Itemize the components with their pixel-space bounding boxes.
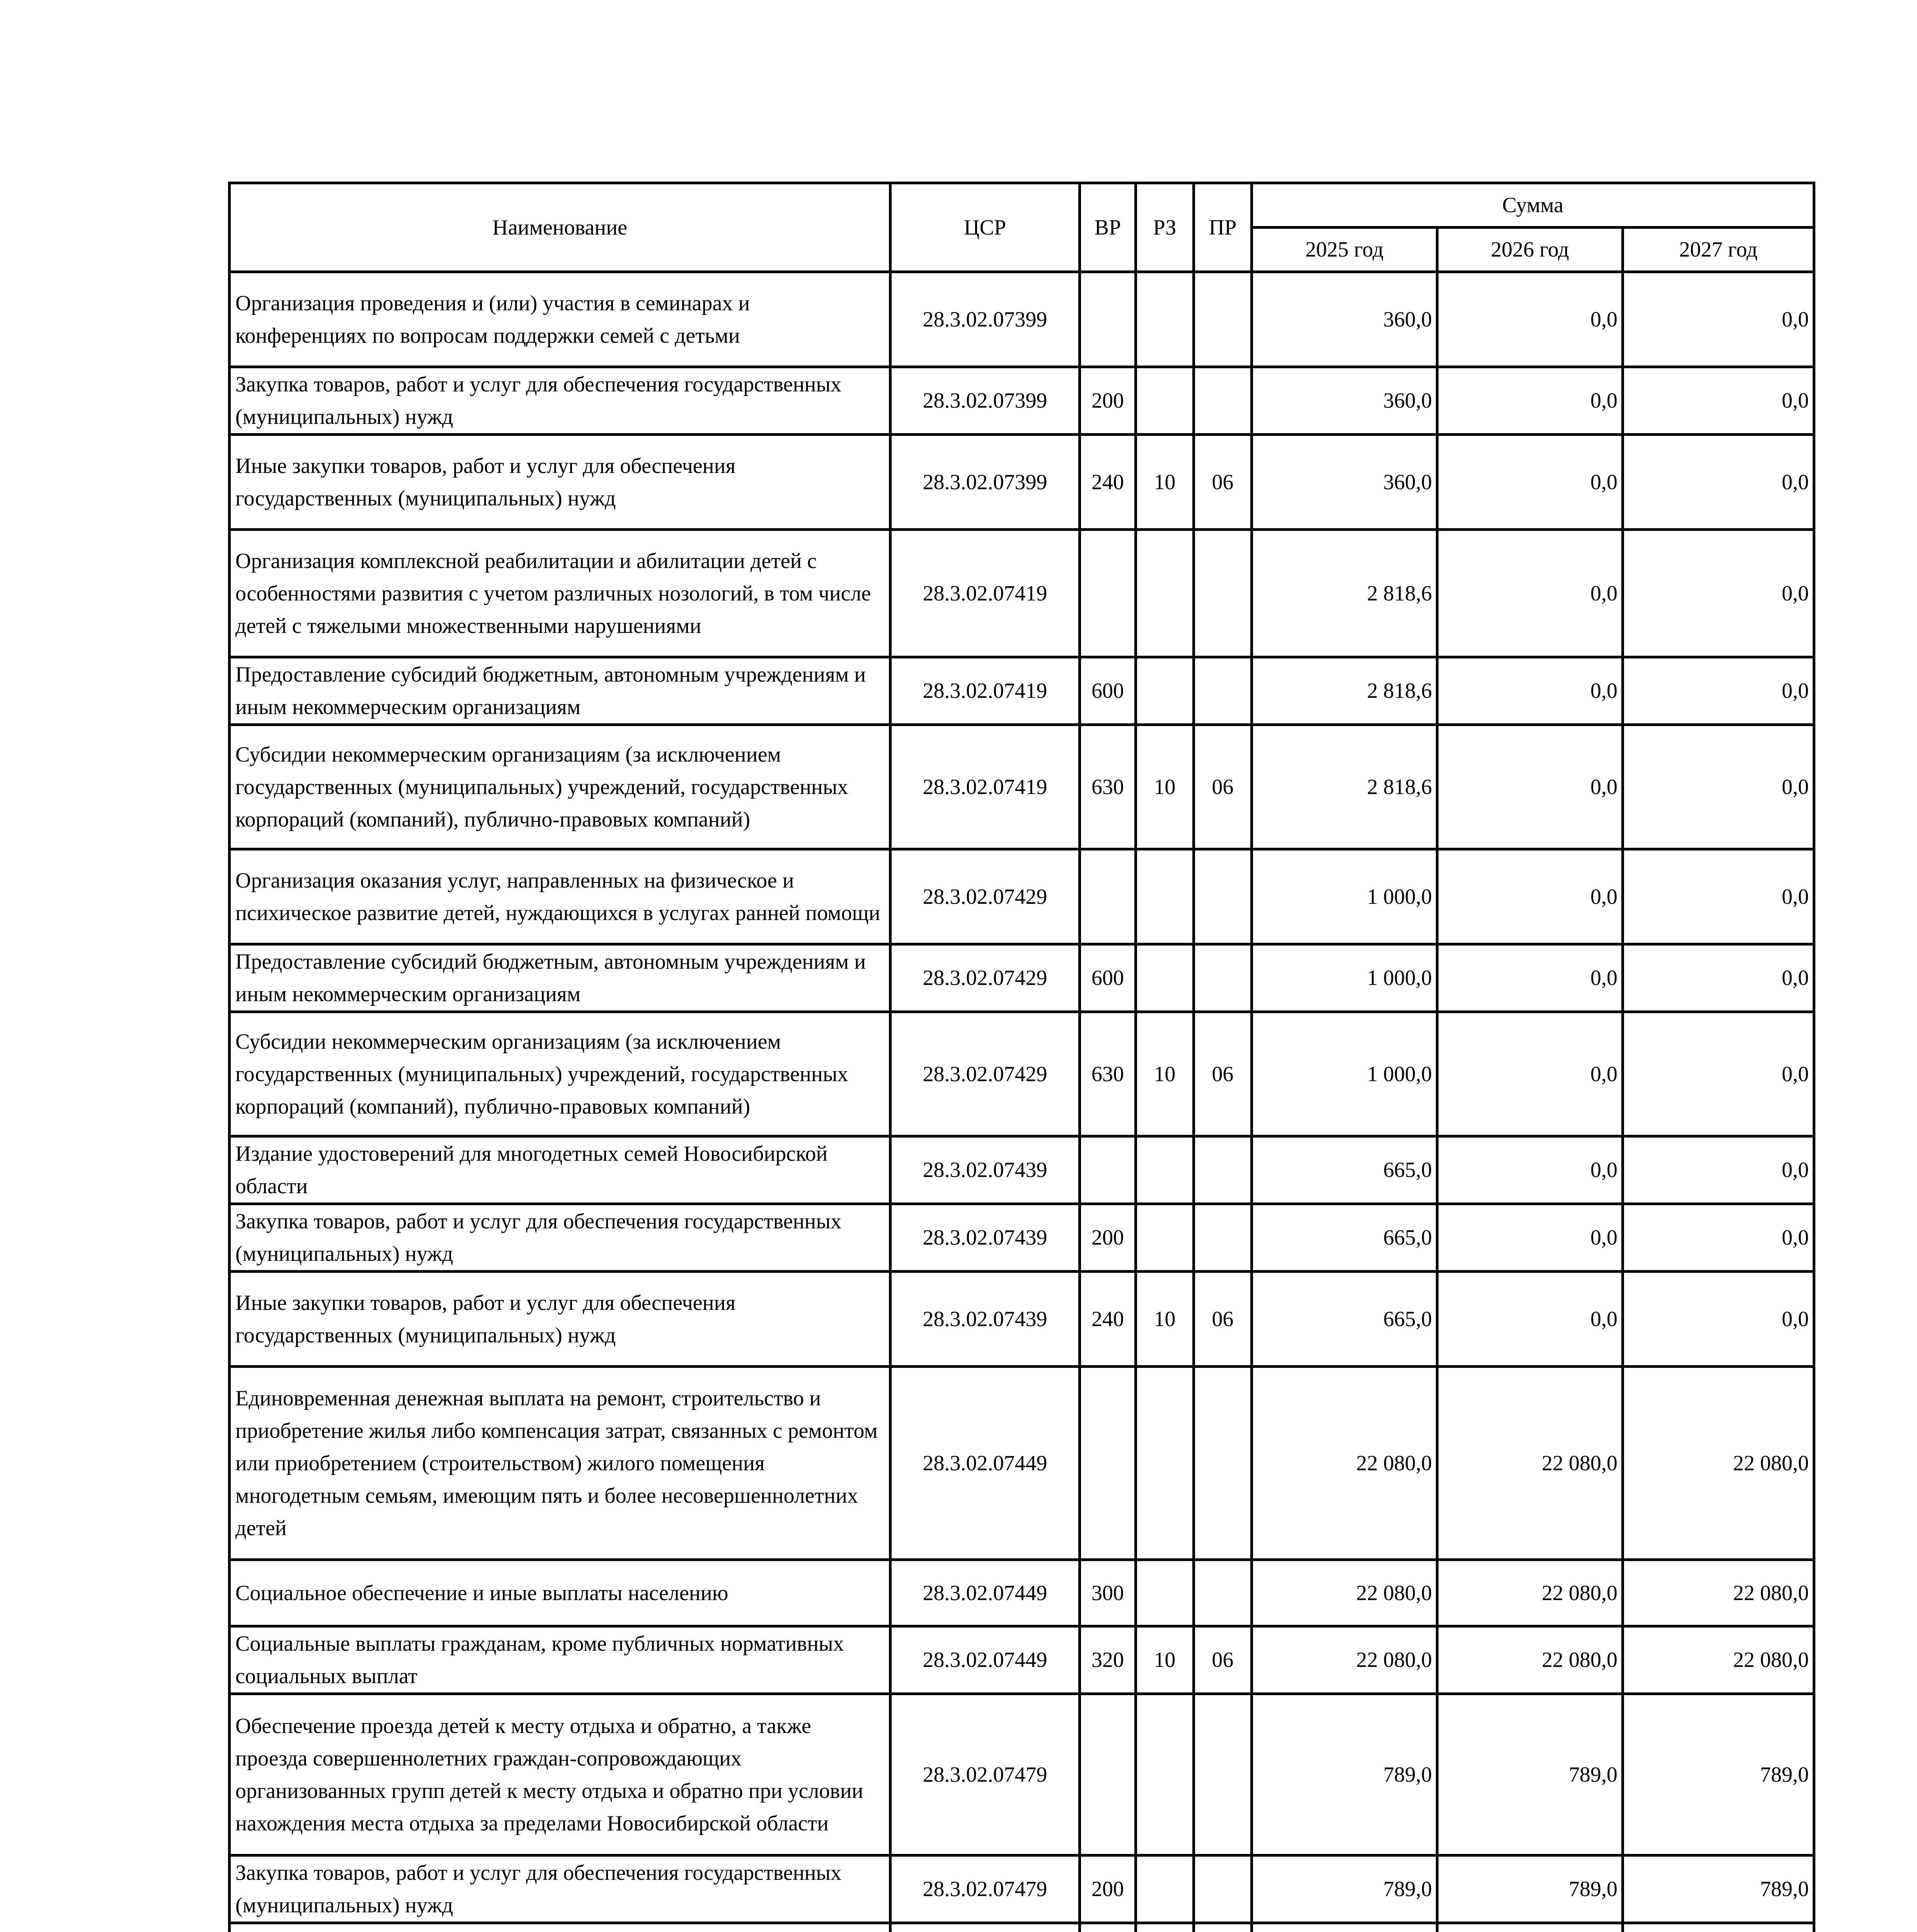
row-pr: 06 bbox=[1194, 435, 1252, 530]
row-rz bbox=[1136, 1855, 1194, 1923]
row-rz bbox=[1136, 1560, 1194, 1626]
row-sum-2027: 22 080,0 bbox=[1623, 1367, 1814, 1560]
row-vr bbox=[1080, 1136, 1136, 1204]
row-sum-2027 bbox=[1623, 1923, 1814, 1932]
row-sum-2026: 0,0 bbox=[1437, 1136, 1623, 1204]
row-sum-2027: 22 080,0 bbox=[1623, 1626, 1814, 1694]
row-rz bbox=[1136, 1694, 1194, 1855]
row-csr: 28.3.02.07399 bbox=[890, 435, 1080, 530]
row-csr: 28.3.02.07419 bbox=[890, 530, 1080, 657]
row-pr bbox=[1194, 657, 1252, 725]
row-vr bbox=[1080, 1694, 1136, 1855]
row-sum-2027: 0,0 bbox=[1623, 1012, 1814, 1136]
row-vr: 200 bbox=[1080, 1855, 1136, 1923]
row-sum-2026: 22 080,0 bbox=[1437, 1367, 1623, 1560]
row-vr: 200 bbox=[1080, 367, 1136, 435]
row-sum-2025: 1 000,0 bbox=[1252, 944, 1437, 1012]
row-vr: 630 bbox=[1080, 725, 1136, 849]
row-pr bbox=[1194, 944, 1252, 1012]
header-sum: Сумма bbox=[1252, 183, 1814, 228]
row-rz: 10 bbox=[1136, 725, 1194, 849]
row-name: Социальное обеспечение и иные выплаты населению bbox=[230, 1560, 890, 1626]
row-pr bbox=[1194, 849, 1252, 944]
row-name bbox=[230, 1923, 890, 1932]
row-sum-2027: 0,0 bbox=[1623, 1204, 1814, 1272]
row-vr bbox=[1080, 530, 1136, 657]
row-sum-2027: 0,0 bbox=[1623, 530, 1814, 657]
row-rz bbox=[1136, 1367, 1194, 1560]
row-sum-2025: 789,0 bbox=[1252, 1694, 1437, 1855]
row-csr: 28.3.02.07429 bbox=[890, 1012, 1080, 1136]
row-pr bbox=[1194, 530, 1252, 657]
table-row bbox=[230, 1626, 1814, 1694]
row-name: Предоставление субсидий бюджетным, автономным учреждениям и иным некоммерческим организациям bbox=[230, 657, 890, 725]
row-vr: 600 bbox=[1080, 657, 1136, 725]
table-row bbox=[230, 944, 1814, 1012]
row-sum-2026: 22 080,0 bbox=[1437, 1626, 1623, 1694]
row-vr: 320 bbox=[1080, 1626, 1136, 1694]
row-vr: 630 bbox=[1080, 1012, 1136, 1136]
row-csr: 28.3.02.07399 bbox=[890, 272, 1080, 367]
row-sum-2026: 0,0 bbox=[1437, 849, 1623, 944]
header-2025: 2025 год bbox=[1252, 228, 1437, 272]
row-sum-2025: 789,0 bbox=[1252, 1855, 1437, 1923]
row-csr bbox=[890, 1923, 1080, 1932]
row-rz: 10 bbox=[1136, 1626, 1194, 1694]
row-vr: 600 bbox=[1080, 944, 1136, 1012]
row-vr: 200 bbox=[1080, 1204, 1136, 1272]
table-row bbox=[230, 1923, 1814, 1932]
row-sum-2025: 22 080,0 bbox=[1252, 1367, 1437, 1560]
header-vr: ВР bbox=[1080, 183, 1136, 272]
row-vr: 300 bbox=[1080, 1560, 1136, 1626]
row-sum-2026: 0,0 bbox=[1437, 272, 1623, 367]
row-rz bbox=[1136, 367, 1194, 435]
table-row bbox=[230, 367, 1814, 435]
row-csr: 28.3.02.07439 bbox=[890, 1136, 1080, 1204]
row-sum-2027: 0,0 bbox=[1623, 725, 1814, 849]
row-sum-2025: 1 000,0 bbox=[1252, 1012, 1437, 1136]
row-rz bbox=[1136, 849, 1194, 944]
row-pr bbox=[1194, 272, 1252, 367]
row-pr bbox=[1194, 1855, 1252, 1923]
row-sum-2025: 360,0 bbox=[1252, 435, 1437, 530]
row-name: Иные закупки товаров, работ и услуг для обеспечения государственных (муниципальных) нужд bbox=[230, 1272, 890, 1367]
row-sum-2026: 0,0 bbox=[1437, 367, 1623, 435]
row-rz bbox=[1136, 1136, 1194, 1204]
row-csr: 28.3.02.07439 bbox=[890, 1272, 1080, 1367]
row-pr bbox=[1194, 367, 1252, 435]
table-row bbox=[230, 849, 1814, 944]
row-pr: 06 bbox=[1194, 725, 1252, 849]
row-sum-2026: 0,0 bbox=[1437, 1012, 1623, 1136]
row-name: Закупка товаров, работ и услуг для обеспечения государственных (муниципальных) нужд bbox=[230, 1204, 890, 1272]
row-name: Издание удостоверений для многодетных семей Новосибирской области bbox=[230, 1136, 890, 1204]
row-pr: 06 bbox=[1194, 1012, 1252, 1136]
row-sum-2027: 22 080,0 bbox=[1623, 1560, 1814, 1626]
row-rz bbox=[1136, 944, 1194, 1012]
row-name: Организация комплексной реабилитации и абилитации детей с особенностями развития с учетом различных нозологий, в том числе детей с тяжелыми множественными нарушениями bbox=[230, 530, 890, 657]
row-sum-2027: 0,0 bbox=[1623, 367, 1814, 435]
row-name: Иные закупки товаров, работ и услуг для обеспечения государственных (муниципальных) нужд bbox=[230, 435, 890, 530]
row-rz bbox=[1136, 530, 1194, 657]
header-rz: РЗ bbox=[1136, 183, 1194, 272]
table-row bbox=[230, 725, 1814, 849]
row-sum-2025: 360,0 bbox=[1252, 272, 1437, 367]
row-sum-2027: 0,0 bbox=[1623, 1272, 1814, 1367]
header-pr: ПР bbox=[1194, 183, 1252, 272]
table-row bbox=[230, 1560, 1814, 1626]
row-sum-2025: 360,0 bbox=[1252, 367, 1437, 435]
row-rz bbox=[1136, 1204, 1194, 1272]
row-sum-2026: 22 080,0 bbox=[1437, 1560, 1623, 1626]
row-sum-2027: 0,0 bbox=[1623, 657, 1814, 725]
row-name: Единовременная денежная выплата на ремонт, строительство и приобретение жилья либо компенсация затрат, связанных с ремонтом или приобретением (строительством) жилого помещения многодетным семьям, имеющим пять и более несовершеннолетних детей bbox=[230, 1367, 890, 1560]
header-2027: 2027 год bbox=[1623, 228, 1814, 272]
row-sum-2027: 0,0 bbox=[1623, 944, 1814, 1012]
row-name: Закупка товаров, работ и услуг для обеспечения государственных (муниципальных) нужд bbox=[230, 1855, 890, 1923]
row-sum-2026: 0,0 bbox=[1437, 1204, 1623, 1272]
row-sum-2026: 0,0 bbox=[1437, 435, 1623, 530]
row-sum-2026: 0,0 bbox=[1437, 530, 1623, 657]
row-sum-2025: 1 000,0 bbox=[1252, 849, 1437, 944]
row-csr: 28.3.02.07419 bbox=[890, 725, 1080, 849]
row-pr bbox=[1194, 1204, 1252, 1272]
row-sum-2026 bbox=[1437, 1923, 1623, 1932]
row-pr bbox=[1194, 1136, 1252, 1204]
row-sum-2026: 0,0 bbox=[1437, 944, 1623, 1012]
row-pr: 06 bbox=[1194, 1272, 1252, 1367]
row-sum-2025: 2 818,6 bbox=[1252, 725, 1437, 849]
row-name: Предоставление субсидий бюджетным, автономным учреждениям и иным некоммерческим организациям bbox=[230, 944, 890, 1012]
table-row bbox=[230, 657, 1814, 725]
row-name: Обеспечение проезда детей к месту отдыха и обратно, а также проезда совершеннолетних граждан-сопровождающих организованных групп детей к месту отдыха и обратно при условии нахождения места отдыха за пределами Новосибирской области bbox=[230, 1694, 890, 1855]
row-rz: 10 bbox=[1136, 435, 1194, 530]
row-csr: 28.3.02.07419 bbox=[890, 657, 1080, 725]
row-sum-2027: 0,0 bbox=[1623, 849, 1814, 944]
row-sum-2027: 0,0 bbox=[1623, 435, 1814, 530]
table-row bbox=[230, 272, 1814, 367]
row-vr: 240 bbox=[1080, 435, 1136, 530]
row-rz: 10 bbox=[1136, 1012, 1194, 1136]
row-sum-2026: 0,0 bbox=[1437, 1272, 1623, 1367]
table-row bbox=[230, 530, 1814, 657]
row-pr bbox=[1194, 1694, 1252, 1855]
row-rz: 10 bbox=[1136, 1272, 1194, 1367]
row-csr: 28.3.02.07399 bbox=[890, 367, 1080, 435]
row-name: Организация оказания услуг, направленных на физическое и психическое развитие детей, нуждающихся в услугах ранней помощи bbox=[230, 849, 890, 944]
table-row bbox=[230, 1855, 1814, 1923]
row-sum-2026: 0,0 bbox=[1437, 657, 1623, 725]
row-sum-2025: 665,0 bbox=[1252, 1204, 1437, 1272]
table-row bbox=[230, 1694, 1814, 1855]
table-row bbox=[230, 1012, 1814, 1136]
row-csr: 28.3.02.07449 bbox=[890, 1367, 1080, 1560]
row-name: Закупка товаров, работ и услуг для обеспечения государственных (муниципальных) нужд bbox=[230, 367, 890, 435]
header-name: Наименование bbox=[230, 183, 890, 272]
row-pr: 06 bbox=[1194, 1626, 1252, 1694]
table-row bbox=[230, 435, 1814, 530]
row-sum-2025: 665,0 bbox=[1252, 1272, 1437, 1367]
row-csr: 28.3.02.07429 bbox=[890, 944, 1080, 1012]
table-row bbox=[230, 1272, 1814, 1367]
row-sum-2025 bbox=[1252, 1923, 1437, 1932]
row-csr: 28.3.02.07479 bbox=[890, 1855, 1080, 1923]
row-vr: 240 bbox=[1080, 1272, 1136, 1367]
table-row bbox=[230, 1136, 1814, 1204]
row-vr bbox=[1080, 1367, 1136, 1560]
row-sum-2025: 22 080,0 bbox=[1252, 1560, 1437, 1626]
table-body bbox=[230, 272, 1814, 1932]
row-pr bbox=[1194, 1560, 1252, 1626]
row-csr: 28.3.02.07439 bbox=[890, 1204, 1080, 1272]
header-2026: 2026 год bbox=[1437, 228, 1623, 272]
row-rz bbox=[1136, 272, 1194, 367]
row-rz bbox=[1136, 657, 1194, 725]
row-sum-2027: 789,0 bbox=[1623, 1855, 1814, 1923]
row-name: Социальные выплаты гражданам, кроме публичных нормативных социальных выплат bbox=[230, 1626, 890, 1694]
row-vr bbox=[1080, 272, 1136, 367]
row-name: Организация проведения и (или) участия в семинарах и конференциях по вопросам поддержки семей с детьми bbox=[230, 272, 890, 367]
row-vr bbox=[1080, 849, 1136, 944]
row-csr: 28.3.02.07429 bbox=[890, 849, 1080, 944]
row-rz bbox=[1136, 1923, 1194, 1932]
row-csr: 28.3.02.07449 bbox=[890, 1626, 1080, 1694]
row-sum-2026: 0,0 bbox=[1437, 725, 1623, 849]
row-sum-2025: 2 818,6 bbox=[1252, 530, 1437, 657]
table-row bbox=[230, 1204, 1814, 1272]
row-sum-2025: 2 818,6 bbox=[1252, 657, 1437, 725]
row-sum-2026: 789,0 bbox=[1437, 1694, 1623, 1855]
row-sum-2025: 665,0 bbox=[1252, 1136, 1437, 1204]
row-pr bbox=[1194, 1367, 1252, 1560]
table-row bbox=[230, 1367, 1814, 1560]
header-csr: ЦСР bbox=[890, 183, 1080, 272]
budget-table bbox=[228, 182, 1815, 1932]
row-name: Субсидии некоммерческим организациям (за исключением государственных (муниципальных) учреждений, государственных корпораций (компаний), публично-правовых компаний) bbox=[230, 1012, 890, 1136]
row-sum-2025: 22 080,0 bbox=[1252, 1626, 1437, 1694]
row-name: Субсидии некоммерческим организациям (за исключением государственных (муниципальных) учреждений, государственных корпораций (компаний), публично-правовых компаний) bbox=[230, 725, 890, 849]
row-sum-2027: 789,0 bbox=[1623, 1694, 1814, 1855]
row-sum-2027: 0,0 bbox=[1623, 1136, 1814, 1204]
row-vr bbox=[1080, 1923, 1136, 1932]
row-csr: 28.3.02.07479 bbox=[890, 1694, 1080, 1855]
row-sum-2026: 789,0 bbox=[1437, 1855, 1623, 1923]
row-csr: 28.3.02.07449 bbox=[890, 1560, 1080, 1626]
row-pr bbox=[1194, 1923, 1252, 1932]
row-sum-2027: 0,0 bbox=[1623, 272, 1814, 367]
